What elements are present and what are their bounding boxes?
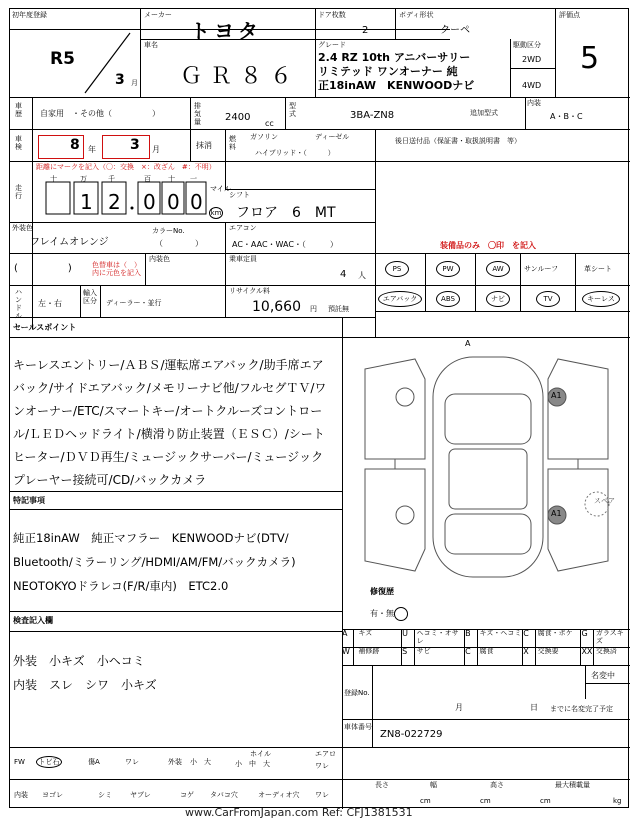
chassis-value: ZN8-022729 <box>380 729 443 740</box>
odo-digit-4: 0 <box>167 190 180 214</box>
size-width: 幅 <box>430 781 437 789</box>
disp-label: 排気量 <box>194 102 201 126</box>
mileage-note: 距離にマークを記入（〇：交換 ×：改ざん #：不明） <box>36 163 216 171</box>
car-name-label: 車名 <box>144 41 158 49</box>
reg-divider-slash <box>80 31 135 96</box>
bottom-desc: 小 中 大 <box>235 760 270 768</box>
sales-line-6: プレーヤー接続可/CD/バックカメラ <box>13 473 207 487</box>
repair-circle <box>394 607 408 621</box>
bottom-desc: タバコ穴 <box>210 791 238 799</box>
legend-desc: 補修跡 <box>354 647 402 665</box>
legend-desc: 腐食・ポケ <box>536 629 582 647</box>
legend-code: B <box>465 629 477 647</box>
legend-row-2 <box>342 647 630 665</box>
cancel-label: 抹消 <box>196 141 212 150</box>
import-label: 輸入区分 <box>83 289 97 305</box>
fuel-hybrid: ハイブリッド・（ ） <box>255 149 335 157</box>
body-label: ボディ形状 <box>399 11 434 19</box>
grade-label: グレード <box>318 41 346 49</box>
legend-code: A <box>342 629 354 647</box>
odometer-boxes <box>36 174 208 218</box>
model-label: 型式 <box>289 102 296 118</box>
bottom-code: 傷A <box>88 758 100 766</box>
bottom-code: 外装 <box>168 758 182 766</box>
post-items-label: 後日送付品（保証書・取扱説明書 等） <box>395 137 521 145</box>
mileage-label: 走行 <box>15 184 22 200</box>
odo-unit-4: 十 <box>168 175 175 183</box>
equip-abs: ABS <box>436 291 460 307</box>
legend-code: W <box>342 647 354 665</box>
handle-value: 左・右 <box>38 299 62 308</box>
inspection-note-1: 外装 小キズ 小ヘコミ <box>13 654 145 668</box>
legend-code: X <box>523 647 535 665</box>
special-line-3: NEOTOKYOドラレコ(F/R/車内) ETC2.0 <box>13 579 229 593</box>
shift-value: フロア 6 MT <box>236 205 336 221</box>
inspection-label: 車検 <box>15 135 22 151</box>
interior-color-label: 内装色 <box>149 255 170 263</box>
car-damage-diagram <box>345 339 628 589</box>
score-label: 評価点 <box>559 11 580 19</box>
name-change-label: 名変中 <box>591 671 615 680</box>
legend-desc: ヘコミ・オサレ <box>415 629 466 647</box>
special-notes <box>13 526 341 598</box>
auction-sheet <box>9 8 629 808</box>
drive-label: 駆動区分 <box>513 41 541 49</box>
ac-label: エアコン <box>229 224 257 232</box>
legend-desc: 交換済 <box>595 647 617 655</box>
interior-grade-label: 内装 <box>527 99 541 107</box>
odo-digit-5: 0 <box>190 190 203 214</box>
sales-line-2: バック/サイドエアバック/メモリーナビ他/フルセグＴＶ/ワ <box>13 381 327 395</box>
odo-unit-3: 百 <box>144 175 151 183</box>
inspection-note-2: 内装 スレ シワ 小キズ <box>13 678 157 692</box>
bottom-code: ホイル <box>250 750 271 758</box>
max-load-unit: kg <box>613 797 622 805</box>
sales-line-5: ヒーター/ＤＶＤ再生/ミュージックサーバー/ミュージック <box>13 450 324 464</box>
bottom-desc: ワレ <box>125 758 139 766</box>
legend-code: S <box>402 647 414 665</box>
recycle-value: 10,660 <box>252 299 301 315</box>
legend-code: C <box>523 629 535 647</box>
legend-desc: キズ <box>354 629 402 647</box>
inspection-month-box <box>102 135 150 159</box>
history-value: 自家用 ・その他（ ） <box>40 109 160 118</box>
legend-code: U <box>402 629 414 647</box>
sales-label: セールスポイント <box>13 323 77 332</box>
legend-desc: 交換要 <box>536 647 582 665</box>
bottom-desc: ヤブレ <box>130 791 151 799</box>
inspection-month-unit: 月 <box>152 145 160 154</box>
model-value: 3BA-ZN8 <box>350 110 395 121</box>
car-name-value: ＧＲ８６ <box>180 64 301 89</box>
diagram-mark-rear-right: A1 <box>551 391 562 400</box>
bottom-desc: ワレ <box>315 762 329 770</box>
equip-airbag: エアバック <box>378 291 422 307</box>
legend-code: G <box>581 629 593 647</box>
inspection-year-unit: 年 <box>88 145 96 154</box>
bottom-desc: ワレ <box>315 791 329 799</box>
legend-code: C <box>465 647 477 665</box>
sales-line-4: ル/ＬＥＤヘッドライト/横滑り防止装置（ＥＳＣ）/シート <box>13 427 325 441</box>
spare-label: スペア <box>594 497 615 505</box>
drive-4wd: 4WD <box>522 81 542 90</box>
reg-month-label: 月 <box>455 703 463 712</box>
fuel-diesel: ディーゼル <box>315 133 350 141</box>
color-no-value: （ ） <box>155 239 203 248</box>
watermark-footer: www.CarFromJapan.com Ref: CFJ1381531 <box>185 806 413 819</box>
odo-unit-2: 千 <box>108 175 115 183</box>
grade-line-2: リミテッド ワンオーナー 純 <box>318 65 458 78</box>
disp-value: 2400 <box>225 112 251 123</box>
color-label: 外装色 <box>12 224 33 232</box>
equip-aw: AW <box>486 261 510 277</box>
repair-value: 有・無 <box>370 609 394 618</box>
odo-digit-2: 2 <box>108 190 121 214</box>
size-unit-3: cm <box>540 797 551 805</box>
registration-label: 登録No. <box>344 689 370 697</box>
repair-label: 修復歴 <box>370 587 394 596</box>
reg-month-unit: 月 <box>131 79 138 87</box>
doors-label: ドア枚数 <box>318 11 346 19</box>
size-unit-2: cm <box>480 797 491 805</box>
max-load-label: 最大積載量 <box>555 781 590 789</box>
fuel-gas: ガソリン <box>250 133 278 141</box>
ac-value: AC・AAC・WAC・（ ） <box>232 240 338 249</box>
history-label: 車歴 <box>15 102 22 118</box>
equip-header: 装備品のみ 〇印 を記入 <box>440 241 536 250</box>
diagram-mark-front: A <box>465 339 471 348</box>
bottom-desc: 小 大 <box>190 758 211 766</box>
legend-desc: ガラスキズ <box>595 629 624 645</box>
capacity-unit: 人 <box>358 271 366 280</box>
odo-unit-5: 一 <box>190 175 197 183</box>
legend-desc: キズ・ヘコミ <box>478 629 524 647</box>
bottom-code: シミ <box>98 791 112 799</box>
handle-label: ハンドル <box>15 288 22 320</box>
km-label: km <box>210 209 222 217</box>
grade-line-1: 2.4 RZ 10th アニバーサリー <box>318 51 471 64</box>
reg-era: R5 <box>50 49 75 69</box>
equip-leather: 革シート <box>584 265 612 273</box>
bottom-desc: トビ石 <box>36 756 62 768</box>
interior-grade-value: A・B・C <box>550 112 583 121</box>
reg-note: までに名変完了予定 <box>550 705 613 713</box>
equip-ps: PS <box>385 261 409 277</box>
special-label: 特記事項 <box>13 496 45 505</box>
bottom-code: エアロ <box>315 750 336 758</box>
color-value: フレイムオレンジ <box>30 237 109 248</box>
sales-points <box>13 354 341 492</box>
odometer <box>36 174 208 222</box>
odo-unit-1: 万 <box>80 175 87 183</box>
recycle-label: リサイクル料 <box>229 287 271 295</box>
size-length: 長さ <box>375 781 389 789</box>
diagram-mark-front-right: A1 <box>551 509 562 518</box>
inspection-month: 3 <box>130 137 140 153</box>
special-line-1: 純正18inAW 純正マフラー KENWOODナビ(DTV/ <box>13 531 289 545</box>
drive-2wd: 2WD <box>522 55 542 64</box>
fuel-label: 燃料 <box>229 135 236 151</box>
inspection-notes <box>13 649 341 697</box>
capacity-value: 4 <box>340 269 347 280</box>
equip-pw: PW <box>436 261 460 277</box>
bottom-code: FW <box>14 758 25 766</box>
reg-day-label: 日 <box>530 703 538 712</box>
equip-tv: TV <box>536 291 560 307</box>
color-no-label: カラーNo. <box>152 227 185 235</box>
chassis-label: 車体番号 <box>344 723 372 731</box>
inspection-notes-label: 検査記入欄 <box>13 616 53 625</box>
recycle-note: 預託無 <box>328 305 349 313</box>
mile-label: マイル <box>210 185 231 193</box>
size-height: 高さ <box>490 781 504 789</box>
equip-sunroof: サンルーフ <box>524 265 559 273</box>
doors-value: 2 <box>362 25 369 36</box>
maker-value: トヨタ <box>190 19 262 43</box>
orig-color-note: 色替車は（ ）内に元色を記入 <box>92 261 141 277</box>
bottom-code: オーディオ穴 <box>258 791 300 799</box>
sales-line-1: キーレスエントリー/ＡＢＳ/運転席エアバック/助手席エア <box>13 358 324 372</box>
sales-line-3: ンオーナー/ETC/スマートキー/オートクルーズコントロー <box>13 404 323 418</box>
disp-unit: cc <box>265 119 274 128</box>
orig-color-paren: ( ) <box>14 263 72 274</box>
odo-digit-1: 1 <box>80 190 93 214</box>
inspection-year: 8 <box>70 137 80 153</box>
grade-value <box>318 51 474 93</box>
odo-digit-3: 0 <box>143 190 156 214</box>
import-value: ディーラー・並行 <box>106 299 162 307</box>
bottom-desc: ヨゴレ <box>42 791 63 799</box>
reg-month: 3 <box>115 72 125 88</box>
legend-desc: 腐食 <box>478 647 524 665</box>
equip-navi: ナビ <box>486 291 510 307</box>
equip-keyless: キーレス <box>582 291 620 307</box>
legend-desc: サビ <box>415 647 466 665</box>
recycle-unit: 円 <box>310 305 317 313</box>
score-value: 5 <box>580 41 600 76</box>
odo-unit-0: 十 <box>50 175 57 183</box>
bottom-code: コゲ <box>180 791 194 799</box>
bottom-code: 内装 <box>14 791 28 799</box>
maker-label: メーカー <box>144 11 172 19</box>
legend <box>342 629 630 665</box>
size-unit-1: cm <box>420 797 431 805</box>
body-value: クーペ <box>440 25 470 36</box>
grade-line-3: 正18inAW KENWOODナビ <box>318 79 475 92</box>
reg-label: 初年度登録 <box>12 11 47 19</box>
legend-code: XX <box>581 647 593 665</box>
capacity-label: 乗車定員 <box>229 255 257 263</box>
shift-label: シフト <box>229 191 250 199</box>
model-sub-label: 追加型式 <box>470 109 498 117</box>
special-line-2: Bluetooth/ミラーリング/HDMI/AM/FM/バックカメラ) <box>13 555 296 569</box>
legend-row-1 <box>342 629 630 647</box>
